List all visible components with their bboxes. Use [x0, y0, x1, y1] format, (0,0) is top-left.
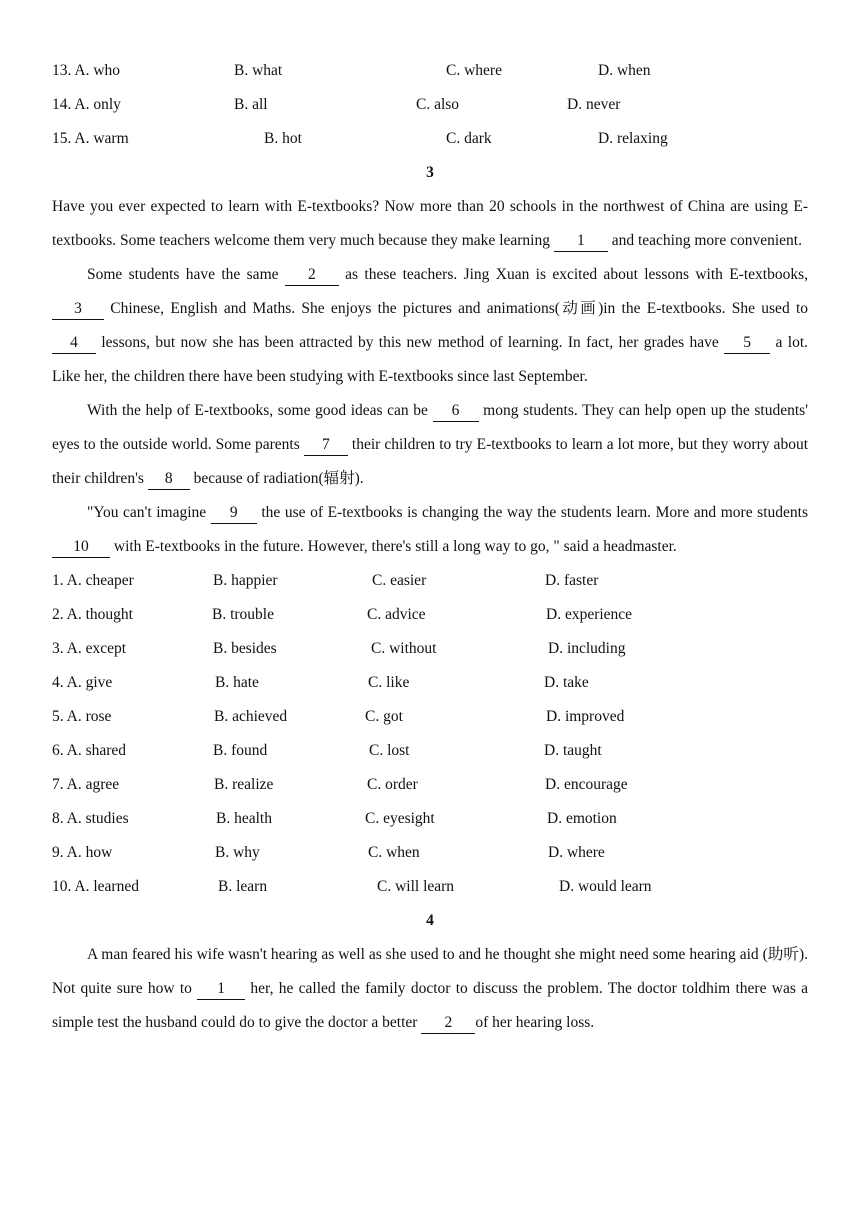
- text: "You can't imagine: [87, 504, 211, 521]
- worksheet-page: [52, 54, 808, 1040]
- option-b: B. all: [234, 96, 268, 113]
- option-c: C. eyesight: [365, 810, 435, 827]
- text: A man feared his wife wasn't hearing as well as she used to and he thought she might need some hearing aid (助听). Not quite sure how to: [52, 946, 808, 997]
- text: of her hearing loss.: [475, 1014, 595, 1031]
- option-d: D. relaxing: [598, 130, 668, 147]
- option-a: 8. A. studies: [52, 810, 129, 827]
- option-c: C. lost: [369, 742, 410, 759]
- blank-6: 6: [433, 401, 479, 422]
- option-a: 9. A. how: [52, 844, 113, 861]
- option-b: B. realize: [214, 776, 274, 793]
- section4-paragraph-1: [52, 938, 808, 1040]
- option-row-6: [52, 734, 808, 768]
- option-row-3: [52, 632, 808, 666]
- option-a: 2. A. thought: [52, 606, 133, 623]
- blank-4: 4: [52, 333, 96, 354]
- option-d: D. including: [548, 640, 626, 657]
- text: a lot. Like her, the children there have been studying with E-textbooks since last September.: [52, 334, 809, 385]
- option-a: 4. A. give: [52, 674, 113, 691]
- section-number-3: 3: [426, 164, 434, 181]
- blank-1: 1: [554, 231, 608, 252]
- option-b: B. found: [213, 742, 268, 759]
- option-row-5: [52, 700, 808, 734]
- option-row-15: [52, 122, 808, 156]
- text: With the help of E-textbooks, some good ideas can be: [87, 402, 433, 419]
- option-c: C. advice: [367, 606, 426, 623]
- option-b: B. achieved: [214, 708, 288, 725]
- option-a: 10. A. learned: [52, 878, 139, 895]
- option-row-10: [52, 870, 808, 904]
- text: and teaching more convenient.: [607, 232, 802, 249]
- option-c: C. like: [368, 674, 410, 691]
- option-d: D. emotion: [547, 810, 617, 827]
- section3-paragraph-4: [52, 496, 808, 564]
- option-d: D. experience: [546, 606, 633, 623]
- text: with E-textbooks in the future. However, there's still a long way to go, " said a headmaster.: [110, 538, 677, 555]
- option-c: C. where: [446, 62, 502, 79]
- option-row-4: [52, 666, 808, 700]
- text: as these teachers. Jing Xuan is excited about lessons with E-textbooks,: [338, 266, 808, 283]
- option-row-9: [52, 836, 808, 870]
- option-d: D. when: [598, 62, 651, 79]
- option-d: D. take: [544, 674, 589, 691]
- option-a: 13. A. who: [52, 62, 121, 79]
- option-row-14: [52, 88, 808, 122]
- option-d: D. improved: [546, 708, 625, 725]
- option-d: D. would learn: [559, 878, 652, 895]
- option-c: C. order: [367, 776, 418, 793]
- blank-7: 7: [304, 435, 348, 456]
- option-d: D. encourage: [545, 776, 628, 793]
- option-b: B. learn: [218, 878, 268, 895]
- option-c: C. will learn: [377, 878, 455, 895]
- option-d: D. never: [567, 96, 621, 113]
- blank-9: 9: [211, 503, 257, 524]
- section3-paragraph-2: [52, 258, 808, 394]
- option-a: 1. A. cheaper: [52, 572, 134, 589]
- option-c: C. when: [368, 844, 420, 861]
- section-number-4: 4: [426, 912, 434, 929]
- blank-5: 5: [724, 333, 770, 354]
- option-d: D. faster: [545, 572, 599, 589]
- text: her, he called the family doctor to discuss the problem. The doctor toldhim there was a simple test the husband could do to give the doctor a better: [52, 980, 808, 1031]
- option-a: 5. A. rose: [52, 708, 112, 725]
- text: their children to try E-textbooks to learn a lot more, but they worry about their children's: [52, 436, 808, 487]
- option-c: C. easier: [372, 572, 427, 589]
- options-prev-block: [52, 54, 808, 156]
- option-d: D. where: [548, 844, 605, 861]
- option-row-1: [52, 564, 808, 598]
- option-row-7: [52, 768, 808, 802]
- option-d: D. taught: [544, 742, 602, 759]
- section3-paragraph-1: [52, 190, 808, 258]
- blank-10: 10: [52, 537, 110, 558]
- option-c: C. dark: [446, 130, 492, 147]
- text: lessons, but now she has been attracted by this new method of learning. In fact, her grades have: [96, 334, 725, 351]
- option-row-13: [52, 54, 808, 88]
- option-b: B. besides: [213, 640, 277, 657]
- option-b: B. hate: [215, 674, 259, 691]
- option-c: C. without: [371, 640, 437, 657]
- option-a: 14. A. only: [52, 96, 121, 113]
- option-b: B. happier: [213, 572, 278, 589]
- text: the use of E-textbooks is changing the way the students learn. More and more students: [256, 504, 808, 521]
- option-c: C. got: [365, 708, 403, 725]
- text: because of radiation(辐射).: [189, 470, 364, 487]
- option-b: B. trouble: [212, 606, 274, 623]
- blank-3: 3: [52, 299, 104, 320]
- section3-paragraph-3: [52, 394, 808, 496]
- option-a: 7. A. agree: [52, 776, 120, 793]
- text: Some students have the same: [87, 266, 285, 283]
- option-row-8: [52, 802, 808, 836]
- option-b: B. what: [234, 62, 283, 79]
- section3-options-block: [52, 564, 808, 904]
- option-a: 6. A. shared: [52, 742, 127, 759]
- blank-1: 1: [197, 979, 245, 1000]
- blank-2: 2: [285, 265, 339, 286]
- text: Chinese, English and Maths. She enjoys the pictures and animations(动画)in the E-textbooks. She used to: [104, 300, 808, 317]
- option-a: 3. A. except: [52, 640, 127, 657]
- option-b: B. hot: [264, 130, 302, 147]
- blank-2: 2: [421, 1013, 475, 1034]
- option-b: B. why: [215, 844, 260, 861]
- option-b: B. health: [216, 810, 272, 827]
- option-row-2: [52, 598, 808, 632]
- option-a: 15. A. warm: [52, 130, 129, 147]
- blank-8: 8: [148, 469, 190, 490]
- text: Have you ever expected to learn with E-textbooks? Now more than 20 schools in the northwest of China are using E-textbooks. Some teachers welcome them very much because they make learning: [52, 198, 808, 249]
- text: mong students. They can help open up the students' eyes to the outside world. Some parents: [52, 402, 808, 453]
- option-c: C. also: [416, 96, 460, 113]
